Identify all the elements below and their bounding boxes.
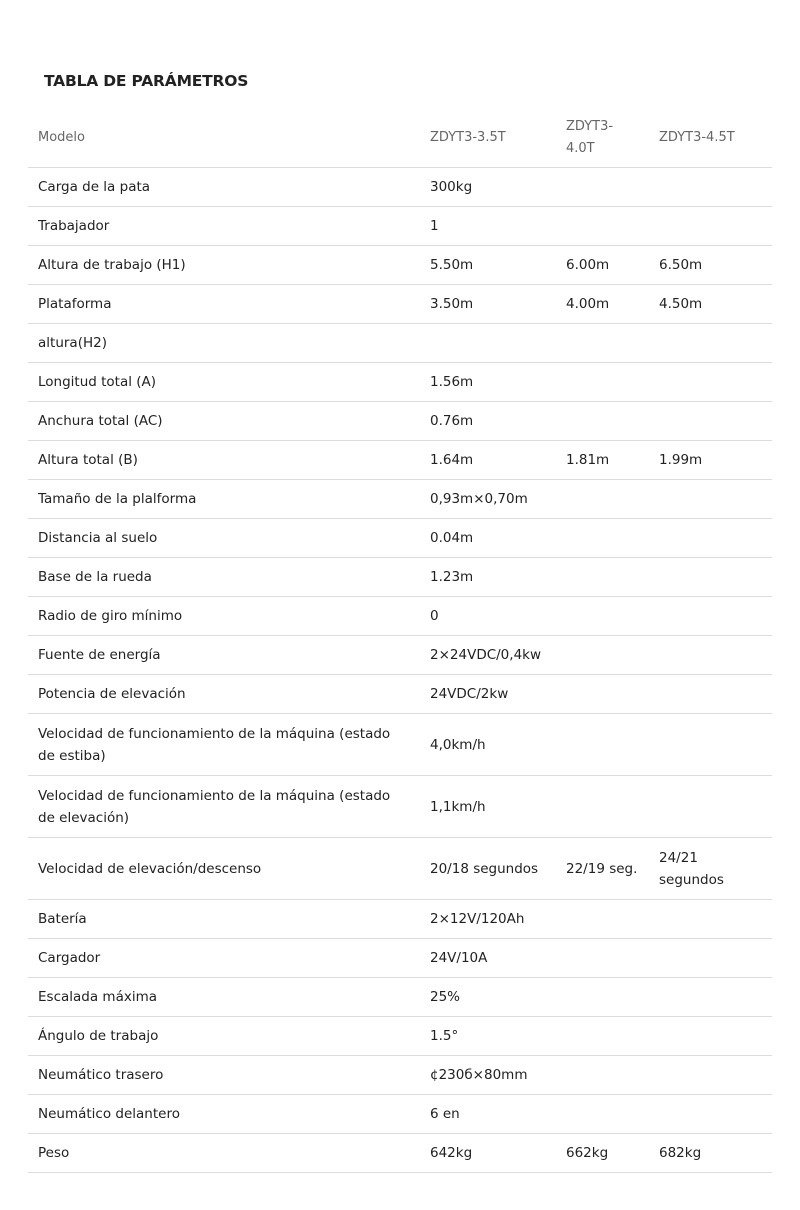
row-value-model-3	[649, 558, 772, 597]
row-value-model-3	[649, 207, 772, 246]
row-value-model-2	[556, 363, 649, 402]
row-value-model-1: 25%	[420, 978, 556, 1017]
row-value-model-2	[556, 939, 649, 978]
row-value-model-2	[556, 1017, 649, 1056]
row-value-model-2	[556, 597, 649, 636]
row-value-model-2: 4.00m	[556, 285, 649, 324]
table-row	[28, 519, 772, 558]
row-label: Peso	[28, 1134, 420, 1173]
row-value-model-2	[556, 714, 649, 776]
row-label: Escalada máxima	[28, 978, 420, 1017]
row-value-model-2	[556, 519, 649, 558]
row-label: Plataforma	[28, 285, 420, 324]
table-header	[28, 108, 772, 168]
table-row	[28, 1134, 772, 1173]
row-value-model-1: 0.04m	[420, 519, 556, 558]
row-label: Radio de giro mínimo	[28, 597, 420, 636]
row-value-model-3	[649, 324, 772, 363]
row-value-model-2	[556, 168, 649, 207]
row-value-model-1: 1.64m	[420, 441, 556, 480]
page-title: TABLA DE PARÁMETROS	[44, 72, 249, 90]
row-label: Velocidad de funcionamiento de la máquina (estado de estiba)	[28, 714, 420, 776]
row-value-model-2	[556, 978, 649, 1017]
row-value-model-1: 0,93m×0,70m	[420, 480, 556, 519]
row-value-model-1: 4,0km/h	[420, 714, 556, 776]
header-model-1: ZDYT3-3.5T	[420, 108, 556, 168]
row-label: Potencia de elevación	[28, 675, 420, 714]
row-value-model-1: 300kg	[420, 168, 556, 207]
header-row	[28, 108, 772, 168]
row-value-model-3	[649, 480, 772, 519]
table-row	[28, 776, 772, 838]
row-value-model-2	[556, 776, 649, 838]
row-value-model-2	[556, 402, 649, 441]
row-value-model-3	[649, 1017, 772, 1056]
row-value-model-3	[649, 776, 772, 838]
table-row	[28, 1017, 772, 1056]
row-label: Fuente de energía	[28, 636, 420, 675]
row-label: Altura total (B)	[28, 441, 420, 480]
row-value-model-2	[556, 1095, 649, 1134]
row-label: Distancia al suelo	[28, 519, 420, 558]
row-value-model-2: 6.00m	[556, 246, 649, 285]
table-row	[28, 597, 772, 636]
row-value-model-1: 6 en	[420, 1095, 556, 1134]
row-label: Batería	[28, 900, 420, 939]
table-row	[28, 168, 772, 207]
row-value-model-2	[556, 675, 649, 714]
row-value-model-1: 1.5°	[420, 1017, 556, 1056]
row-value-model-3	[649, 1095, 772, 1134]
row-label: Carga de la pata	[28, 168, 420, 207]
header-model-2: ZDYT3-4.0T	[556, 108, 649, 168]
row-label: Altura de trabajo (H1)	[28, 246, 420, 285]
row-value-model-3	[649, 168, 772, 207]
table-row	[28, 558, 772, 597]
row-value-model-1: 5.50m	[420, 246, 556, 285]
row-label: Anchura total (AC)	[28, 402, 420, 441]
table-row	[28, 978, 772, 1017]
row-value-model-1: 642kg	[420, 1134, 556, 1173]
row-value-model-1: 2×24VDC/0,4kw	[420, 636, 556, 675]
row-value-model-3	[649, 363, 772, 402]
row-value-model-3	[649, 978, 772, 1017]
row-value-model-3: 1.99m	[649, 441, 772, 480]
row-value-model-2	[556, 636, 649, 675]
row-value-model-3	[649, 900, 772, 939]
row-label: Tamaño de la plalforma	[28, 480, 420, 519]
row-label: Neumático trasero	[28, 1056, 420, 1095]
parameters-table	[28, 108, 772, 1173]
table-row	[28, 207, 772, 246]
row-label: Ángulo de trabajo	[28, 1017, 420, 1056]
table-row	[28, 1095, 772, 1134]
row-label: Neumático delantero	[28, 1095, 420, 1134]
table-row	[28, 939, 772, 978]
row-label: Trabajador	[28, 207, 420, 246]
row-value-model-1: 1.56m	[420, 363, 556, 402]
row-value-model-2	[556, 900, 649, 939]
row-value-model-1: 0	[420, 597, 556, 636]
row-value-model-1: 1,1km/h	[420, 776, 556, 838]
row-value-model-3	[649, 402, 772, 441]
table-row	[28, 838, 772, 900]
row-value-model-3	[649, 636, 772, 675]
row-value-model-3	[649, 519, 772, 558]
row-value-model-3	[649, 597, 772, 636]
row-value-model-1: 1	[420, 207, 556, 246]
header-model-3: ZDYT3-4.5T	[649, 108, 772, 168]
row-label: Velocidad de funcionamiento de la máquina (estado de elevación)	[28, 776, 420, 838]
row-value-model-2: 662kg	[556, 1134, 649, 1173]
table-row	[28, 1056, 772, 1095]
row-value-model-1: 24VDC/2kw	[420, 675, 556, 714]
table-row	[28, 636, 772, 675]
table-row	[28, 714, 772, 776]
row-value-model-2	[556, 207, 649, 246]
row-value-model-1: ¢230б×80mm	[420, 1056, 556, 1095]
row-value-model-1: 3.50m	[420, 285, 556, 324]
row-value-model-2: 22/19 seg.	[556, 838, 649, 900]
table-body	[28, 168, 772, 1173]
table-row	[28, 363, 772, 402]
row-value-model-3: 24/21 segundos	[649, 838, 772, 900]
row-value-model-1: 24V/10A	[420, 939, 556, 978]
table-row	[28, 441, 772, 480]
row-value-model-2	[556, 1056, 649, 1095]
row-value-model-1: 2×12V/120Ah	[420, 900, 556, 939]
row-value-model-1	[420, 324, 556, 363]
row-value-model-3: 6.50m	[649, 246, 772, 285]
row-value-model-3: 682kg	[649, 1134, 772, 1173]
row-value-model-1: 20/18 segundos	[420, 838, 556, 900]
table-row	[28, 246, 772, 285]
table-row	[28, 480, 772, 519]
row-label: Longitud total (A)	[28, 363, 420, 402]
row-value-model-3	[649, 714, 772, 776]
row-value-model-1: 0.76m	[420, 402, 556, 441]
row-value-model-2: 1.81m	[556, 441, 649, 480]
row-label: altura(H2)	[28, 324, 420, 363]
row-label: Base de la rueda	[28, 558, 420, 597]
row-label: Cargador	[28, 939, 420, 978]
table-row	[28, 402, 772, 441]
row-value-model-2	[556, 558, 649, 597]
header-model-label: Modelo	[28, 108, 420, 168]
table-row	[28, 324, 772, 363]
row-value-model-2	[556, 324, 649, 363]
table-row	[28, 675, 772, 714]
table-row	[28, 900, 772, 939]
table-row	[28, 285, 772, 324]
row-value-model-3	[649, 1056, 772, 1095]
row-label: Velocidad de elevación/descenso	[28, 838, 420, 900]
row-value-model-3: 4.50m	[649, 285, 772, 324]
row-value-model-3	[649, 939, 772, 978]
row-value-model-2	[556, 480, 649, 519]
row-value-model-1: 1.23m	[420, 558, 556, 597]
row-value-model-3	[649, 675, 772, 714]
